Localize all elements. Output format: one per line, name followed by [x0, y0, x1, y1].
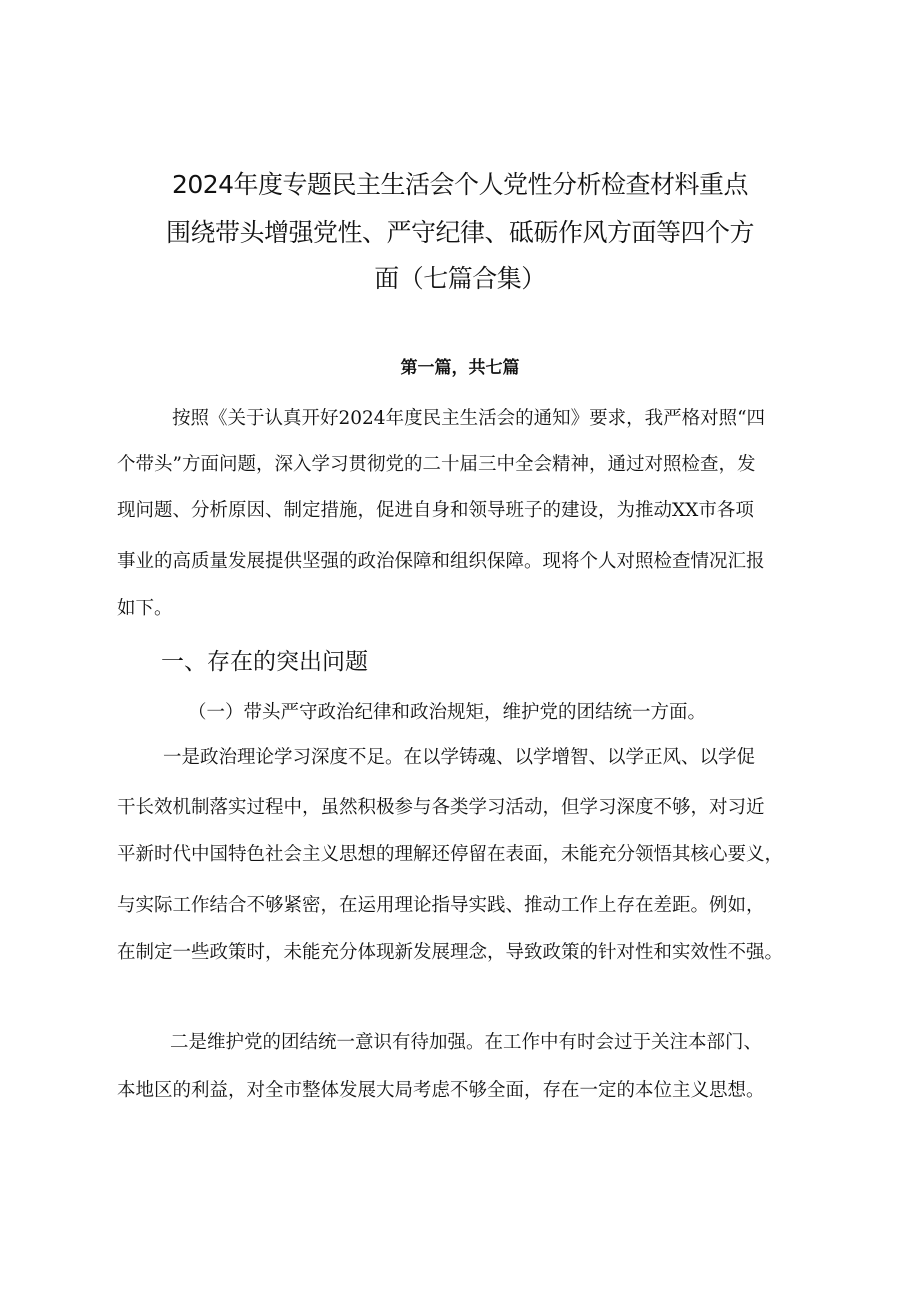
point1-line-4: 与实际工作结合不够紧密，在运用理论指导实践、推动工作上存在差距。例如， [117, 895, 765, 916]
intro-line-1: 按照《关于认真开好2024年度民主生活会的通知》要求，我严格对照“四 [172, 408, 766, 429]
point2-line-2: 本地区的利益，对全市整体发展大局考虑不够全面，存在一定的本位主义思想。 [117, 1080, 765, 1101]
intro-line-2: 个带头”方面问题，深入学习贯彻党的二十届三中全会精神，通过对照检查，发 [117, 454, 756, 475]
section-heading: 一、存在的突出问题 [161, 649, 368, 675]
intro-line-4: 事业的高质量发展提供坚强的政治保障和组织保障。现将个人对照检查情况汇报 [117, 551, 765, 572]
point1-line-3: 平新时代中国特色社会主义思想的理解还停留在表面，未能充分领悟其核心要义， [117, 844, 784, 865]
point2-line-1: 二是维护党的团结统一意识有待加强。在工作中有时会过于关注本部门、 [170, 1032, 763, 1053]
point1-line-5: 在制定一些政策时，未能充分体现新发展理念，导致政策的针对性和实效性不强。 [117, 942, 784, 963]
document-title-line-2: 围绕带头增强党性、严守纪律、砥砺作风方面等四个方 [165, 218, 754, 247]
point1-line-1: 一是政治理论学习深度不足。在以学铸魂、以学增智、以学正风、以学促 [163, 747, 756, 768]
document-title-line-1: 2024年度专题民主生活会个人党性分析检查材料重点 [171, 170, 749, 199]
document-subtitle: 第一篇，共七篇 [400, 358, 520, 378]
intro-line-5: 如下。 [117, 598, 173, 619]
subsection-heading: （一）带头严守政治纪律和政治规矩，维护党的团结统一方面。 [188, 702, 707, 723]
document-title-line-3: 面（七篇合集） [374, 264, 546, 293]
point1-line-2: 干长效机制落实过程中，虽然积极参与各类学习活动，但学习深度不够，对习近 [117, 797, 765, 818]
intro-line-3: 现问题、分析原因、制定措施，促进自身和领导班子的建设，为推动XX市各项 [117, 500, 754, 521]
